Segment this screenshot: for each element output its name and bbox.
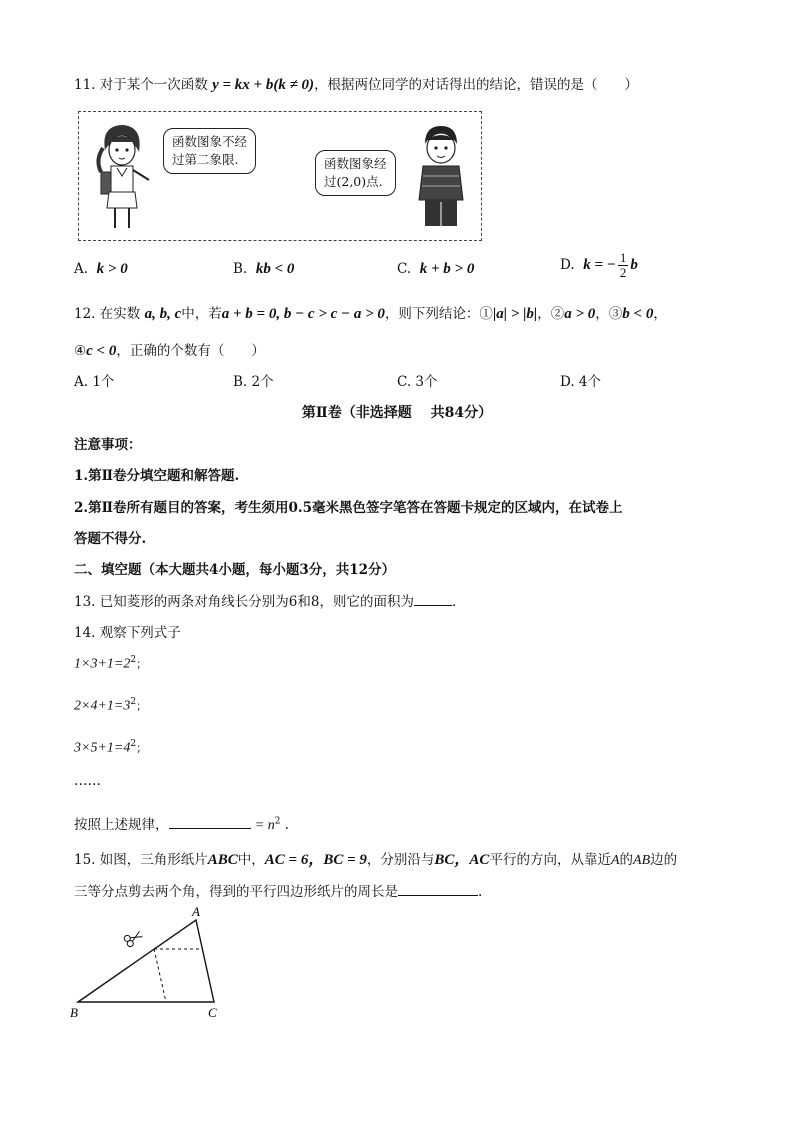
q11-stem: 11. 对于某个一次函数 y = kx + b(k ≠ 0)，根据两位同学的对话得出的结论，错误的是（ ） [74, 77, 639, 93]
scissors-icon [123, 929, 144, 948]
q12-option-d[interactable]: D. 4个 [560, 374, 602, 390]
q13: 13. 已知菱形的两条对角线长分别为6和8，则它的面积为 . [74, 594, 457, 610]
q11-option-b[interactable]: B. kb < 0 [233, 261, 295, 277]
q11-dialogue-figure [78, 111, 482, 241]
q11-option-c[interactable]: C. k + b > 0 [397, 261, 475, 277]
q12-option-a[interactable]: A. 1个 [74, 374, 115, 390]
q14-stem: 14. 观察下列式子 [74, 625, 181, 641]
q12-stem-line1: 12. 在实数 a, b, c中，若a + b = 0, b − c > c − a > 0，则下列结论：①|a| > |b|，②a > 0，③b < 0， [74, 306, 667, 322]
q15-stem-line1: 15. 如图，三角形纸片ABC中，AC = 6，BC = 9，分别沿与BC，AC平行的方向，从靠近A的AB边的 [74, 852, 678, 868]
boy-illustration [411, 122, 469, 234]
section2-title: 第Ⅱ卷（非选择题 共84分） [301, 405, 493, 421]
q14-ellipsis: …… [74, 773, 101, 789]
notice-item-1: 1.第Ⅱ卷分填空题和解答题. [74, 468, 240, 484]
q11-option-a[interactable]: A. k > 0 [74, 261, 128, 277]
q11-formula: y = kx + b(k ≠ 0) [212, 77, 315, 93]
q12-stem-line2: ④c < 0，正确的个数有（ ） [74, 343, 265, 359]
notice-heading: 注意事项： [74, 437, 142, 453]
boy-speech-bubble: 函数图象经 过(2,0)点. [315, 150, 396, 196]
q14-rule: 按照上述规律， = $n^2$ . [74, 816, 290, 833]
q14-equation-3: $3\times 5+1=4^2$； [74, 739, 148, 756]
girl-illustration [91, 120, 153, 232]
notice-item-2-line2: 答题不得分. [74, 531, 147, 547]
q13-answer-blank[interactable] [414, 593, 452, 606]
q14-equation-1: $1\times 3+1=2^2$； [74, 655, 148, 672]
vertex-label-b: B [70, 1005, 78, 1020]
q15-stem-line2: 三等分点剪去两个角，得到的平行四边形纸片的周长是 . [74, 884, 483, 900]
q15-triangle-figure [60, 900, 260, 1030]
q15-answer-blank[interactable] [398, 883, 478, 896]
cut-line-parallel-ac [154, 949, 166, 1002]
girl-speech-bubble: 函数图象不经 过第二象限. [163, 128, 256, 174]
q12-option-b[interactable]: B. 2个 [233, 374, 274, 390]
fraction-one-half: $\frac{1}{2}$ [619, 250, 627, 280]
q11-option-d[interactable]: D. k = − $\frac{1}{2}$ b [560, 250, 638, 280]
vertex-label-a: A [192, 904, 200, 919]
vertex-label-c: C [208, 1005, 217, 1020]
part-fill-blank-title: 二、填空题（本大题共4小题，每小题3分，共12分） [74, 562, 396, 578]
triangle-abc [78, 920, 214, 1002]
notice-item-2-line1: 2.第Ⅱ卷所有题目的答案，考生须用0.5毫米黑色签字笔答在答题卡规定的区域内，在试卷上 [74, 500, 623, 516]
q12-option-c[interactable]: C. 3个 [397, 374, 438, 390]
q14-equation-2: $2\times 4+1=3^2$； [74, 697, 148, 714]
q14-answer-blank[interactable] [169, 816, 251, 829]
